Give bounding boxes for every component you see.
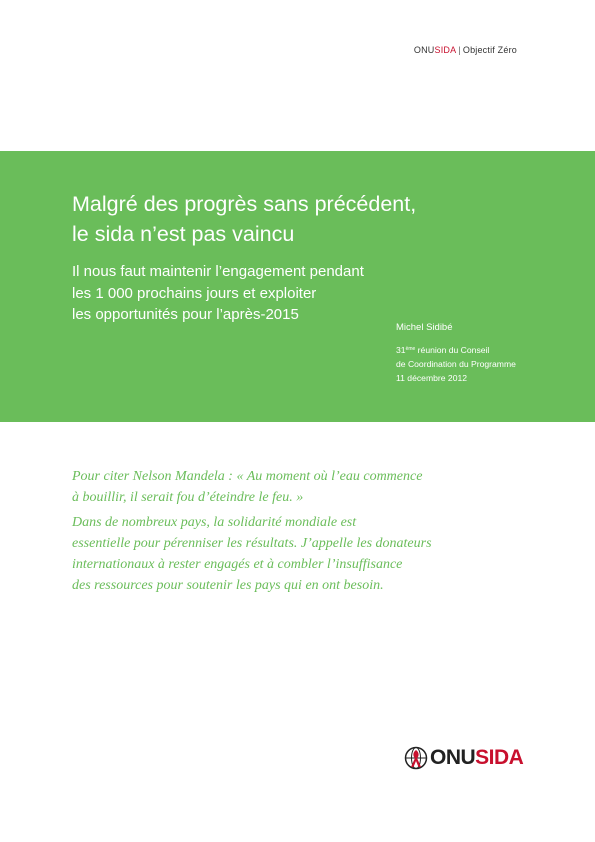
page-subtitle bbox=[72, 261, 472, 326]
brand-onu: ONU bbox=[413, 45, 435, 55]
quote-paragraph-2 bbox=[72, 512, 492, 596]
quote-p1-line-2: à bouillir, il serait fou d’éteindre le feu. » bbox=[72, 490, 304, 505]
brand-sida: SIDA bbox=[434, 45, 457, 55]
logo-wordmark bbox=[430, 746, 523, 770]
author-name: Michel Sidibé bbox=[396, 322, 453, 333]
subtitle-line-1: Il nous faut maintenir l’engagement pendant bbox=[72, 263, 364, 280]
quote-paragraph-1 bbox=[72, 466, 492, 508]
quote-p1-line-1: Pour citer Nelson Mandela : « Au moment où l’eau commence bbox=[72, 469, 423, 484]
logo-onu: ONU bbox=[430, 746, 476, 769]
title-line-2: le sida n’est pas vaincu bbox=[72, 222, 295, 246]
unaids-logo bbox=[404, 745, 523, 771]
title-line-1: Malgré des progrès sans précédent, bbox=[72, 192, 417, 216]
page-title bbox=[72, 189, 532, 249]
unaids-ribbon-globe-icon bbox=[404, 746, 428, 770]
brand-separator: | bbox=[458, 45, 461, 55]
meeting-info bbox=[396, 342, 566, 385]
quote-block bbox=[72, 466, 492, 600]
subtitle-line-3: les opportunités pour l’après-2015 bbox=[72, 306, 299, 323]
subtitle-line-2: les 1 000 prochains jours et exploiter bbox=[72, 284, 317, 302]
quote-p2-line-3: internationaux à rester engagés et à combler l’insuffisance bbox=[72, 557, 403, 572]
title-banner bbox=[0, 151, 595, 422]
brand-tagline: Objectif Zéro bbox=[462, 45, 517, 55]
meeting-line-1: réunion du Conseil bbox=[415, 345, 490, 355]
quote-p2-line-2: essentielle pour pérenniser les résultats. J’appelle les donateurs bbox=[72, 536, 432, 551]
logo-sida: SIDA bbox=[475, 746, 524, 769]
header-brand bbox=[414, 45, 517, 55]
meeting-number: 31 bbox=[396, 345, 406, 355]
meeting-ordinal: ème bbox=[405, 346, 416, 352]
quote-p2-line-1: Dans de nombreux pays, la solidarité mondiale est bbox=[72, 515, 357, 530]
meeting-date: 11 décembre 2012 bbox=[396, 373, 468, 383]
quote-p2-line-4: des ressources pour soutenir les pays qui en ont besoin. bbox=[72, 578, 384, 593]
meeting-line-2: de Coordination du Programme bbox=[396, 359, 516, 369]
